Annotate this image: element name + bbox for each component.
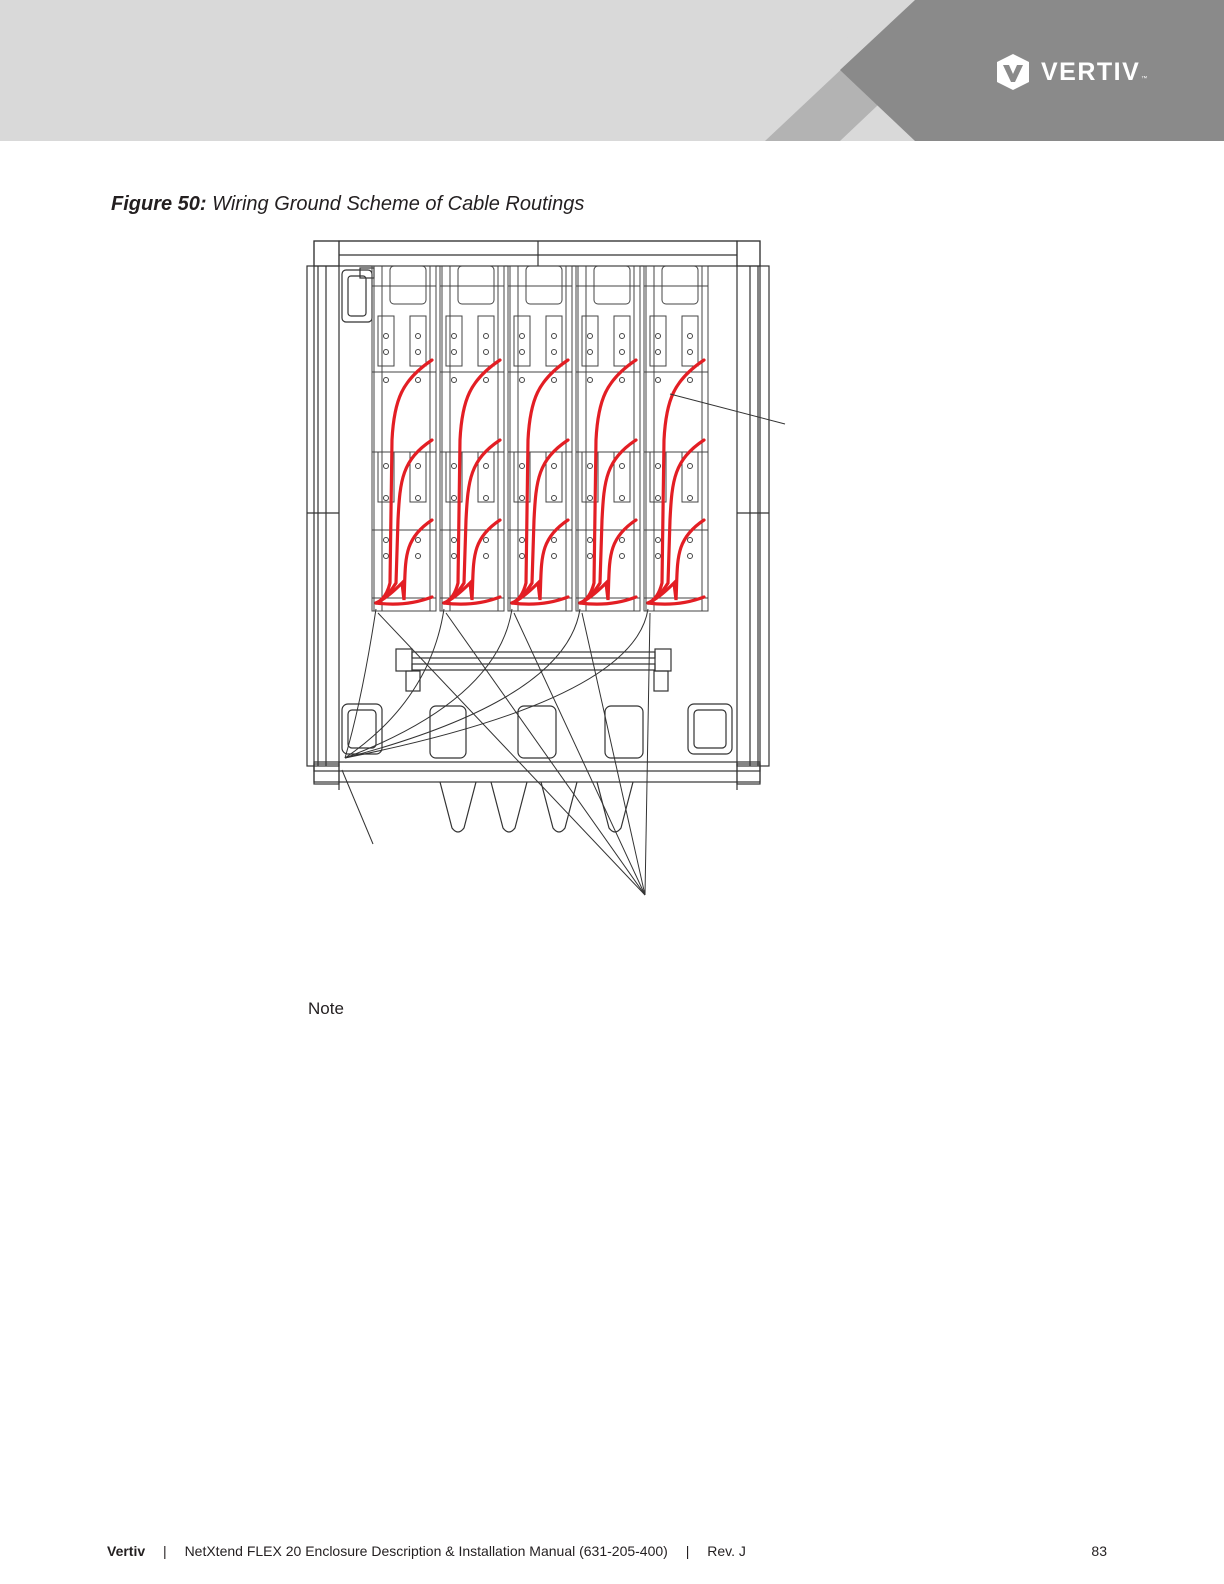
bolt-icon bbox=[384, 538, 389, 543]
bolt-icon bbox=[484, 378, 489, 383]
shelf-rail bbox=[430, 266, 436, 611]
ground-cable bbox=[648, 360, 704, 603]
bolt-icon bbox=[620, 334, 625, 339]
footer-brand: Vertiv bbox=[107, 1543, 146, 1559]
ground-cable bbox=[512, 520, 568, 603]
bolt-icon bbox=[688, 378, 693, 383]
bolt-icon bbox=[520, 334, 525, 339]
bolt-icon bbox=[452, 350, 457, 355]
ground-cable bbox=[512, 360, 568, 603]
bolt-icon bbox=[688, 350, 693, 355]
page-footer bbox=[107, 1543, 1107, 1559]
vertiv-logo-text: VERTIV bbox=[1041, 57, 1141, 86]
bolt-icon bbox=[520, 496, 525, 501]
leader-lines bbox=[342, 394, 785, 895]
bolt-icon bbox=[552, 538, 557, 543]
footer-separator: | bbox=[685, 1543, 690, 1559]
note-label: Note bbox=[308, 999, 344, 1018]
bolt-icon bbox=[620, 554, 625, 559]
bolt-icon bbox=[656, 554, 661, 559]
bolt-icon bbox=[620, 378, 625, 383]
wiring-ground-diagram bbox=[300, 232, 800, 902]
bolt-icon bbox=[384, 378, 389, 383]
battery-terminal-block bbox=[446, 316, 462, 366]
bolt-icon bbox=[588, 334, 593, 339]
bolt-icon bbox=[656, 538, 661, 543]
bolt-icon bbox=[484, 464, 489, 469]
bolt-icon bbox=[384, 350, 389, 355]
bolt-icon bbox=[656, 334, 661, 339]
bolt-icon bbox=[588, 378, 593, 383]
vertiv-logo bbox=[993, 52, 1147, 92]
bolt-icon bbox=[384, 554, 389, 559]
bolt-icon bbox=[688, 554, 693, 559]
bolt-icon bbox=[688, 496, 693, 501]
bolt-icon bbox=[588, 554, 593, 559]
bolt-icon bbox=[484, 334, 489, 339]
bolt-icon bbox=[520, 350, 525, 355]
ground-leader-line bbox=[345, 609, 376, 758]
bolt-icon bbox=[452, 378, 457, 383]
figure-caption: Wiring Ground Scheme of Cable Routings bbox=[212, 193, 585, 215]
bolt-icon bbox=[688, 538, 693, 543]
shelf-rail bbox=[702, 266, 708, 611]
callout-line bbox=[582, 613, 645, 895]
ground-cable bbox=[580, 520, 636, 603]
bolt-icon bbox=[384, 334, 389, 339]
shelf-rail bbox=[498, 266, 504, 611]
ground-cable bbox=[648, 520, 704, 603]
bolt-icon bbox=[520, 538, 525, 543]
bolt-icon bbox=[552, 496, 557, 501]
shelf-top-cutout bbox=[526, 266, 562, 304]
bolt-icon bbox=[384, 464, 389, 469]
ground-leader-line bbox=[345, 609, 648, 758]
bolt-icon bbox=[688, 334, 693, 339]
bolt-icon bbox=[520, 554, 525, 559]
bolt-icon bbox=[588, 538, 593, 543]
vertiv-trademark: ™ bbox=[1141, 76, 1148, 82]
bolt-icon bbox=[588, 350, 593, 355]
bolt-icon bbox=[452, 334, 457, 339]
bolt-icon bbox=[656, 350, 661, 355]
ground-cable bbox=[580, 360, 636, 603]
page-number: 83 bbox=[1091, 1543, 1107, 1559]
battery-terminal-block bbox=[650, 316, 666, 366]
bolt-icon bbox=[688, 464, 693, 469]
bolt-icon bbox=[484, 538, 489, 543]
callout-line bbox=[342, 770, 373, 844]
bolt-icon bbox=[416, 554, 421, 559]
ground-cable bbox=[376, 360, 432, 603]
battery-terminal-block bbox=[682, 316, 698, 366]
bolt-icon bbox=[452, 496, 457, 501]
shelf-top-cutout bbox=[458, 266, 494, 304]
bolt-icon bbox=[656, 464, 661, 469]
battery-terminal-block bbox=[478, 316, 494, 366]
battery-terminal-block bbox=[514, 316, 530, 366]
shelf-rail bbox=[634, 266, 640, 611]
callout-line bbox=[514, 613, 645, 895]
bolt-icon bbox=[656, 496, 661, 501]
bolt-icon bbox=[552, 334, 557, 339]
ground-cable bbox=[376, 520, 432, 603]
bolt-icon bbox=[620, 464, 625, 469]
vertiv-v-icon bbox=[993, 52, 1033, 92]
bolt-icon bbox=[520, 464, 525, 469]
bolt-icon bbox=[416, 334, 421, 339]
bolt-icon bbox=[452, 464, 457, 469]
callout-line bbox=[670, 394, 785, 424]
battery-terminal-block bbox=[582, 316, 598, 366]
bolt-icon bbox=[452, 554, 457, 559]
bolt-icon bbox=[620, 496, 625, 501]
bolt-icon bbox=[484, 350, 489, 355]
bolt-icon bbox=[552, 378, 557, 383]
bolt-icon bbox=[620, 538, 625, 543]
bolt-icon bbox=[384, 496, 389, 501]
bolt-icon bbox=[416, 378, 421, 383]
bolt-icon bbox=[416, 496, 421, 501]
bolt-icon bbox=[416, 538, 421, 543]
battery-terminal-block bbox=[378, 316, 394, 366]
footer-document-title: NetXtend FLEX 20 Enclosure Description & Installation Manual (631-205-400) bbox=[184, 1543, 668, 1559]
battery-terminal-block bbox=[546, 316, 562, 366]
bolt-icon bbox=[552, 554, 557, 559]
battery-shelves bbox=[372, 266, 708, 611]
ground-leader-line bbox=[345, 609, 580, 758]
shelf-rail bbox=[566, 266, 572, 611]
bolt-icon bbox=[656, 378, 661, 383]
shelf-top-cutout bbox=[390, 266, 426, 304]
bolt-icon bbox=[484, 554, 489, 559]
bolt-icon bbox=[416, 350, 421, 355]
callout-line bbox=[645, 613, 650, 895]
bolt-icon bbox=[452, 538, 457, 543]
bolt-icon bbox=[588, 496, 593, 501]
ground-cable bbox=[444, 360, 500, 603]
bolt-icon bbox=[416, 464, 421, 469]
footer-revision: Rev. J bbox=[707, 1543, 746, 1559]
ground-cable bbox=[444, 520, 500, 603]
figure-title bbox=[111, 193, 584, 216]
callout-line bbox=[446, 613, 645, 895]
bolt-icon bbox=[588, 464, 593, 469]
bolt-icon bbox=[552, 464, 557, 469]
bolt-icon bbox=[520, 378, 525, 383]
shelf-top-cutout bbox=[662, 266, 698, 304]
bolt-icon bbox=[620, 350, 625, 355]
ground-leader-line bbox=[345, 609, 512, 758]
ground-leader-line bbox=[345, 609, 444, 758]
bolt-icon bbox=[552, 350, 557, 355]
shelf-top-cutout bbox=[594, 266, 630, 304]
bolt-icon bbox=[484, 496, 489, 501]
footer-separator: | bbox=[163, 1543, 167, 1559]
battery-terminal-block bbox=[614, 316, 630, 366]
figure-label: Figure 50: bbox=[111, 193, 207, 215]
battery-terminal-block bbox=[410, 316, 426, 366]
ground-cables bbox=[376, 360, 704, 604]
